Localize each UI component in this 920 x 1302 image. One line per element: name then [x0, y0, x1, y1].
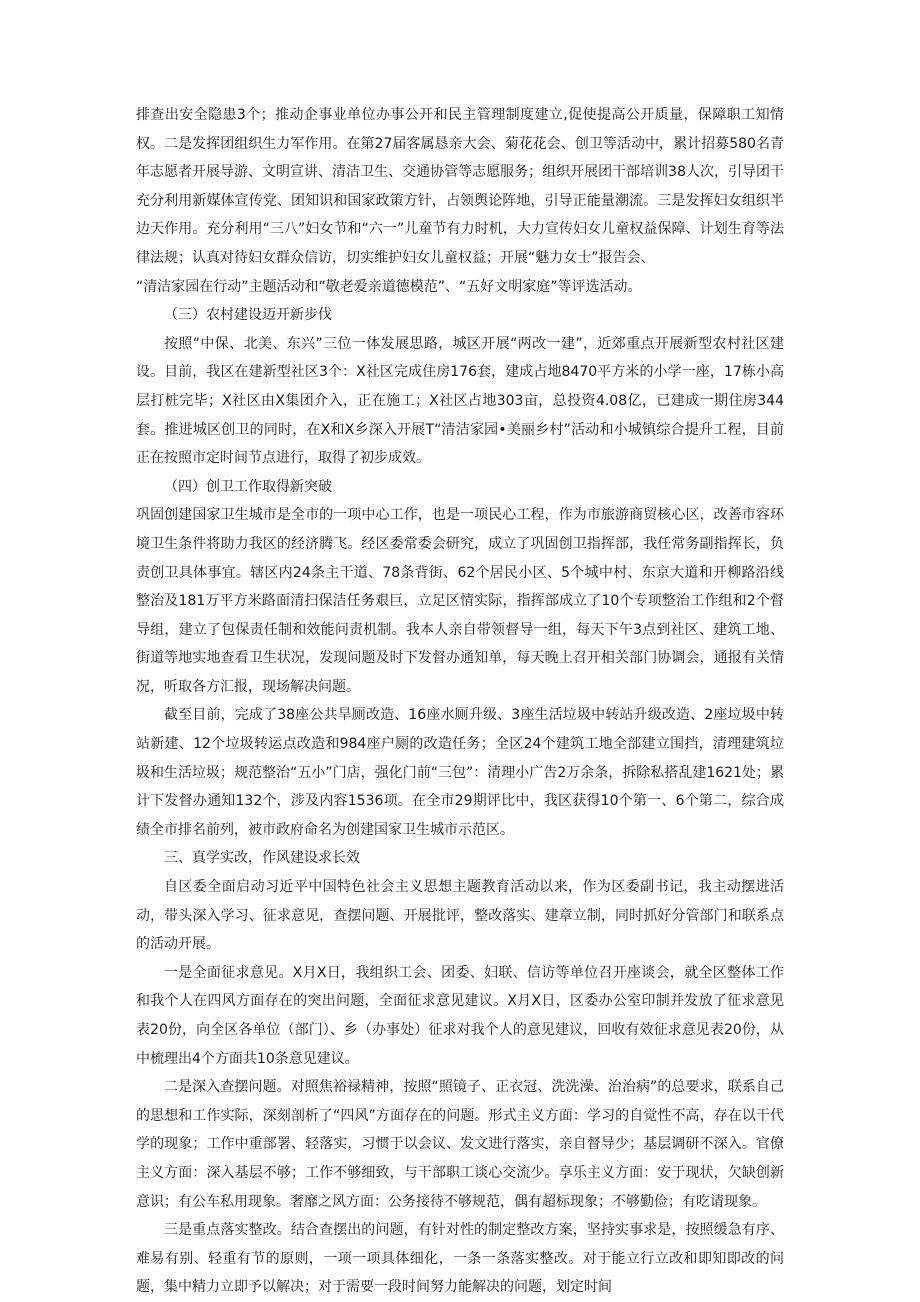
paragraph-union-youth-women: 排查出安全隐患3个；推动企事业单位办事公开和民主管理制度建立,促使提高公开质量，保障职工知情权。二是发挥团组织生力军作用。在第27届客属恳亲大会、菊花花会、创卫等活动中，累计招募580名青年志愿者开展导游、文明宣讲、清洁卫生、交通协管等志愿服务；组织开展团干部培训38人次，引导团干充分利用新媒体宣传党、团知识和国家政策方针，占领舆论阵地，引导正能量潮流。三是发挥妇女组织半边天作用。充分利用“三八”妇女节和“六一”儿童节有力时机，大力宣传妇女儿童权益保障、计划生育等法律法规；认真对待妇女群众信访，切实维护妇女儿童权益；开展“魅力女士”报告会、: [136, 107, 784, 266]
section-heading-rural-construction: （三）农村建设迈开新步伐: [164, 307, 332, 324]
paragraph-sanitation-city: 巩固创建国家卫生城市是全市的一项中心工作，也是一项民心工程，作为市旅游商贸核心区，改善市容环境卫生条件将助力我区的经济腾飞。经区委常委会研究，成立了巩固创卫指挥部，我任常务副指挥长，负责创卫具体事宜。辖区内24条主干道、78条背街、62个居民小区、5个城中村、东京大道和开柳路沿线整治及181万平方米路面清扫保洁任务艰巨，立足区情实际，指挥部成立了10个专项整治工作组和2个督导组，建立了包保责任制和效能问责机制。我本人亲自带领督导一组，每天下午3点到社区、建筑工地、街道等地实地查看卫生状况，发现问题及时下发督办通知单，每天晚上召开相关部门协调会，通报有关情况，听取各方汇报，现场解决问题。: [136, 507, 784, 695]
paragraph-examine-problems: 二是深入查摆问题。对照焦裕禄精神，按照“照镜子、正衣冠、洗洗澡、治治病”的总要求，联系自己的思想和工作实际，深刻剖析了“四风”方面存在的问题。形式主义方面：学习的自觉性不高，存在以干代学的现象；工作中重部署、轻落实，习惯于以会议、发文进行落实，亲自督导少；基层调研不深入。官僚主义方面：深入基层不够；工作不够细致，与干部职工谈心交流少。享乐主义方面：安于现状，欠缺创新意识；有公车私用现象。奢靡之风方面：公务接待不够规范，偶有超标现象；不够勤俭；有吃请现象。: [136, 1079, 784, 1210]
paragraph-rectification: 三是重点落实整改。结合查摆出的问题，有针对性的制定整改方案，坚持实事求是，按照缓急有序、难易有别、轻重有节的原则，一项一项具体细化，一条一条落实整改。对于能立行立改和即知即改的问题，集中精力立即予以解决；对于需要一段时间努力能解决的问题，划定时间: [136, 1222, 784, 1296]
paragraph-education-campaign: 自区委全面启动习近平中国特色社会主义思想主题教育活动以来，作为区委副书记，我主动摆进活动，带头深入学习、征求意见，查摆问题、开展批评，整改落实、建章立制，同时抓好分管部门和联系点的活动开展。: [136, 879, 784, 953]
section-heading-work-style: 三、真学实改，作风建设求长效: [164, 850, 360, 867]
section-heading-sanitation: （四）创卫工作取得新突破: [164, 478, 332, 495]
paragraph-sanitation-results: 截至目前，完成了38座公共旱厕改造、16座水厕升级、3座生活垃圾中转站升级改造、2座垃圾中转站新建、12个垃圾转运点改造和984座户厕的改造任务；全区24个建筑工地全部建立围挡，清理建筑垃圾和生活垃圾；规范整治“五小”门店，强化门前“三包”：清理小广告2万余条，拆除私搭乱建1621处；累计下发督办通知132个，涉及内容1536项。在全市29期评比中，我区获得10个第一、6个第二，综合成绩全市排名前列，被市政府命名为创建国家卫生城市示范区。: [136, 707, 784, 838]
paragraph-solicit-opinions: 一是全面征求意见。X月X日，我组织工会、团委、妇联、信访等单位召开座谈会，就全区整体工作和我个人在四风方面存在的突出问题，全面征求意见建议。X月X日，区委办公室印制并发放了征求意见表20份，向全区各单位（部门）、乡（办事处）征求对我个人的意见建议，回收有效征求意见表20份，从中梳理出4个方面共10条意见建议。: [136, 964, 784, 1067]
paragraph-rural-communities: 按照“中保、北美、东兴”三位一体发展思路，城区开展“两改一建”，近郊重点开展新型农村社区建设。目前，我区在建新型社区3个：X社区完成住房176套，建成占地8470平方米的小学一座，17栋小高层打桩完毕；X社区由X集团介入，正在施工；X社区占地303亩，总投资4.08亿，已建成一期住房344套。推进城区创卫的同时，在X和X乡深入开展T“清洁家园•美丽乡村”活动和小城镇综合提升工程，目前正在按照市定时间节点进行，取得了初步成效。: [136, 335, 784, 467]
paragraph-clean-home-activities: “清洁家园在行动”主题活动和“敬老爱亲道德模范”、“五好文明家庭”等评选活动。: [136, 278, 642, 295]
document-body: [136, 101, 784, 1302]
